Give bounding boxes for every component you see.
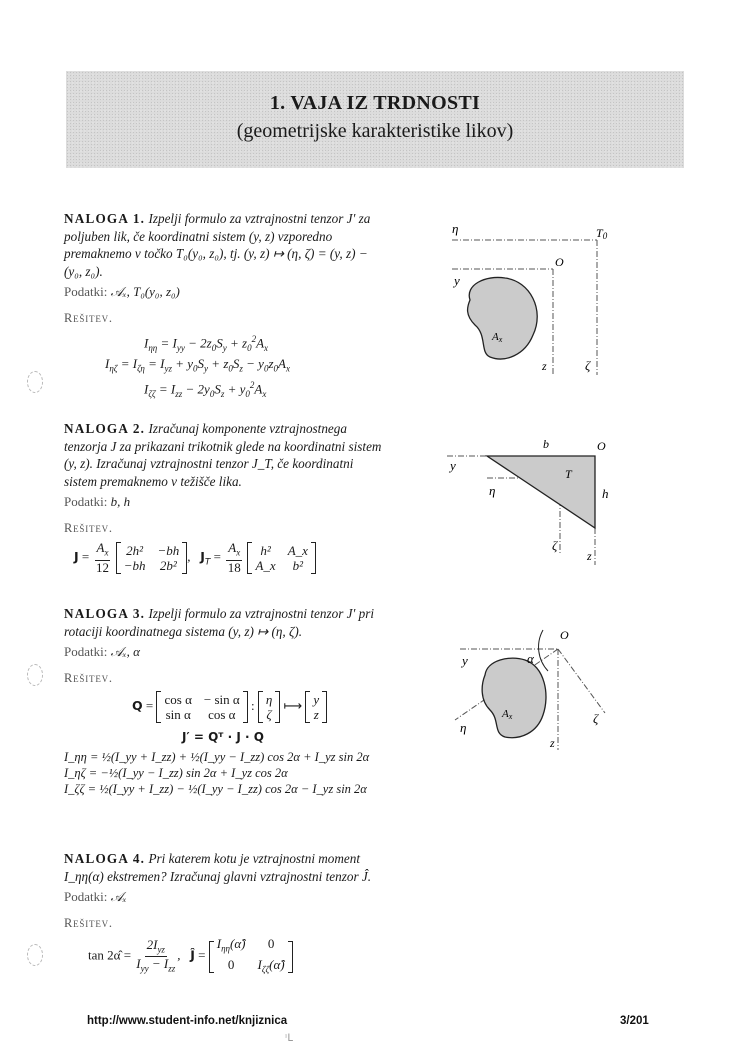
task-1-equations: [64, 331, 382, 401]
rotation-matrix-equation: Q = cos α − sin α sin α cos α : η ζ ⟼ y z: [64, 691, 382, 723]
vector-from: η ζ: [258, 691, 280, 723]
fraction: $\frac{A_x}{18}$: [227, 540, 241, 575]
matrix-principal: $I_{\eta\eta}(\alphâ)$ 0 0 $I_{\zeta\zeta}(\alphâ)$: [209, 936, 293, 977]
data-value: 𝒜ₓ: [110, 889, 127, 904]
equation: $I_{\zeta\zeta} = I_{zz} - 2y_0S_z + y_0^2A_x$: [144, 379, 267, 399]
diagram-triangle: [425, 430, 615, 570]
data-value: 𝒜ₓ, T₀(y₀, z₀): [110, 284, 180, 299]
equation: I_ηζ = −½(I_yy − I_zz) sin 2α + I_yz cos 2α: [64, 765, 288, 780]
solution-label: Rešitev.: [64, 670, 113, 685]
task-4-statement: [64, 850, 382, 885]
task-label: NALOGA 4.: [64, 851, 146, 866]
z-axis-label: z: [542, 359, 547, 373]
solution-label: Rešitev.: [64, 520, 113, 535]
z-axis-label: z: [587, 549, 592, 563]
matrix-J: 2h² −bh −bh 2b²: [116, 542, 188, 574]
transformation-equation: J′ = Qᵀ · J · Q: [182, 730, 264, 744]
zeta-label: ζ: [552, 538, 558, 553]
task-text: Pri katerem kotu je vztrajnostni moment I_ηη(α) ekstremen? Izračunaj glavni vztrajnostni tenzor Ĵ.: [64, 851, 372, 884]
triangle-shape: [487, 456, 595, 528]
task-1: [64, 210, 382, 401]
data-label: Podatki:: [64, 644, 108, 659]
page-number: 3/201: [620, 1015, 649, 1027]
task-1-statement: [64, 210, 382, 280]
principal-tensor-symbol: Ĵ: [190, 947, 195, 963]
solution-label: Rešitev.: [64, 915, 113, 930]
zeta-label: ζ: [585, 358, 591, 373]
scan-mark: ᶦᒪ: [285, 1033, 293, 1044]
area-label: Ax: [492, 331, 503, 344]
principal-tensor-equation: tan 2α̂ = $\frac{2I_{yz}}{I_{yy} - I_{zz}}$ , Ĵ = $I_{\eta\eta}(\alphâ)$ 0 0 $I_{\zeta\zeta}(\alphâ)$: [64, 936, 382, 977]
centroid-label: T: [565, 467, 572, 481]
punch-hole-mark: [27, 371, 43, 393]
y-axis-label: y: [454, 273, 460, 288]
task-2-data: [64, 493, 382, 511]
task-4: [64, 850, 382, 977]
h-label: h: [602, 486, 609, 501]
matrix-Q: cos α − sin α sin α cos α: [156, 691, 247, 723]
task-3: [64, 605, 382, 797]
origin-label: O: [560, 628, 569, 642]
data-label: Podatki:: [64, 284, 108, 299]
task-text: Izračunaj komponente vztrajnostnega tenzorja J za prikazani trikotnik glede na koordinatni sistem (y, z). Izračunaj vztrajnostni tenzor J_T, če koordinatni sistem premaknemo v težišče lika.: [64, 421, 382, 489]
matrix-JT: h² A_x A_x b²: [247, 542, 315, 574]
task-1-data: [64, 283, 382, 301]
punch-hole-mark: [27, 944, 43, 966]
chapter-title-band: [66, 71, 684, 168]
tensor-symbol-T: $J_T$: [200, 548, 211, 568]
task-text: Izpelji formulo za vztrajnostni tenzor J′ za poljuben lik, če koordinatni sistem (y, z) vzporedno premaknemo v točko T₀(y₀, z₀), tj. (y, z) ↦ (η, ζ) = (y, z) − (y₀, z₀).: [64, 211, 371, 279]
irregular-shape: [468, 277, 538, 358]
eta-label: η: [452, 221, 459, 236]
chapter-title: 1. VAJA IZ TRDNOSTI: [269, 92, 481, 114]
origin-label: O: [555, 255, 564, 269]
task-2-statement: [64, 420, 382, 490]
area-label: Ax: [502, 708, 513, 721]
equation: $I_{\eta\zeta} = I_{\zeta\eta} = I_{yz} + y_0S_y + z_0S_z - y_0z_0A_x$: [105, 355, 290, 374]
fraction: $\frac{A_x}{12}$: [95, 540, 109, 575]
task-3-statement: [64, 605, 382, 640]
z-axis-label: z: [550, 736, 555, 750]
data-label: Podatki:: [64, 494, 108, 509]
task-3-equations: [64, 749, 382, 797]
alpha-label: α: [527, 651, 534, 666]
task-3-data: [64, 643, 382, 661]
origin-label: O: [597, 439, 606, 453]
Q-symbol: Q: [132, 697, 143, 713]
b-label: b: [543, 437, 549, 451]
diagram-rotation: [425, 625, 615, 760]
y-axis-label: y: [462, 653, 468, 668]
data-label: Podatki:: [64, 889, 108, 904]
task-label: NALOGA 2.: [64, 421, 146, 436]
tensor-symbol: J: [74, 548, 79, 564]
vector-to: y z: [305, 691, 327, 723]
task-2-equation: J = $\frac{A_x}{12}$ 2h² −bh −bh 2b² , $J_T$ = $\frac{A_x}{18}$ h² A_x A_x b²: [64, 541, 382, 575]
equation: I_ηη = ½(I_yy + I_zz) + ½(I_yy − I_zz) cos 2α + I_yz sin 2α: [64, 749, 370, 764]
t0-label: T0: [596, 226, 608, 241]
zeta-label: ζ: [593, 711, 599, 726]
equation: $I_{\eta\eta} = I_{yy} - 2z_0S_y + z_0^2A_x$: [144, 334, 269, 353]
task-4-data: [64, 888, 382, 906]
y-axis-label: y: [450, 458, 456, 473]
solution-label: Rešitev.: [64, 310, 113, 325]
punch-hole-mark: [27, 664, 43, 686]
task-label: NALOGA 1.: [64, 211, 146, 226]
fraction: $\frac{2I_{yz}}{I_{yy} - I_{zz}}$: [136, 936, 176, 974]
task-label: NALOGA 3.: [64, 606, 146, 621]
diagram-parallel-shift: [425, 215, 615, 385]
task-2: [64, 420, 382, 575]
irregular-shape: [482, 658, 546, 738]
equation: I_ζζ = ½(I_yy + I_zz) − ½(I_yy − I_zz) cos 2α − I_yz sin 2α: [64, 781, 367, 796]
eta-label: η: [460, 720, 467, 735]
task-text: Izpelji formulo za vztrajnostni tenzor J′ pri rotaciji koordinatnega sistema (y, z) ↦ (η, ζ).: [64, 606, 375, 639]
chapter-subtitle: (geometrijske karakteristike likov): [236, 120, 514, 142]
data-value: b, h: [110, 494, 131, 509]
eta-label: η: [489, 483, 496, 498]
footer-url: http://www.student-info.net/knjiznica: [87, 1015, 288, 1027]
data-value: 𝒜ₓ, α: [110, 644, 140, 659]
